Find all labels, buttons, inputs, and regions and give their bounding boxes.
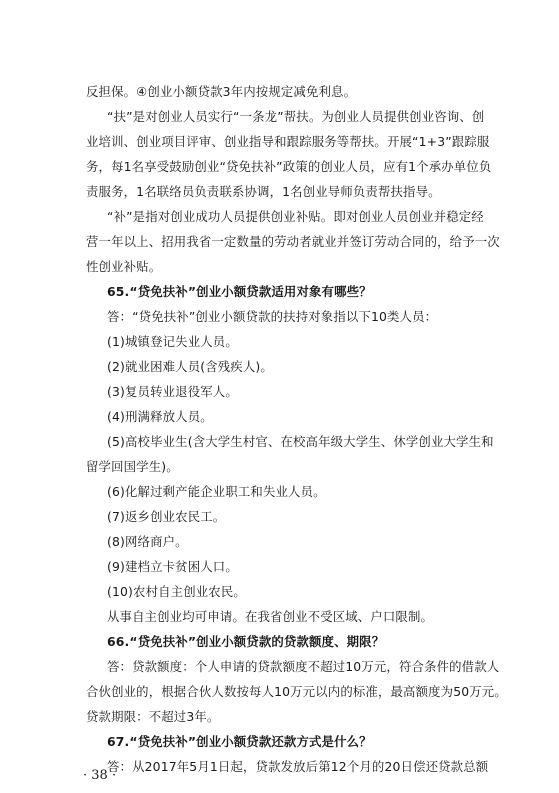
answer-line: 答：从2017年5月1日起，贷款发放后第12个月的20日偿还贷款总额	[107, 759, 489, 774]
answer-line: 合伙创业的，根据合伙人数按每人10万元以内的标准，最高额度为50万元。	[86, 684, 507, 699]
list-item: (1)城镇登记失业人员。	[107, 334, 238, 349]
list-item: (2)就业困难人员(含残疾人)。	[107, 359, 273, 374]
list-item: (6)化解过剩产能企业职工和失业人员。	[107, 484, 326, 499]
list-item: (4)刑满释放人员。	[107, 409, 213, 424]
paragraph-line: “补”是指对创业成功人员提供创业补贴。即对创业人员创业并稳定经	[107, 209, 484, 224]
page-number: · 38 ·	[83, 768, 117, 783]
list-item: (10)农村自主创业农民。	[107, 584, 246, 599]
question-heading: 66.“贷免扶补”创业小额贷款的贷款额度、期限？	[107, 634, 385, 649]
paragraph-line: 责服务，1名联络员负责联系协调，1名创业导师负责帮扶指导。	[86, 184, 441, 199]
paragraph-line: 性创业补贴。	[86, 259, 162, 274]
list-item: (7)返乡创业农民工。	[107, 509, 226, 524]
paragraph-line: 从事自主创业均可申请。在我省创业不受区域、户口限制。	[107, 609, 434, 624]
list-item: (8)网络商户。	[107, 534, 188, 549]
paragraph-line: 反担保。④创业小额贷款3年内按规定减免利息。	[86, 84, 357, 99]
list-item: (3)复员转业退役军人。	[107, 384, 238, 399]
paragraph-line: 务，每1名享受鼓励创业“贷免扶补”政策的创业人员，应有1个承办单位负	[86, 159, 492, 174]
question-heading: 65.“贷免扶补”创业小额贷款适用对象有哪些？	[107, 284, 372, 299]
list-item: (9)建档立卡贫困人口。	[107, 559, 238, 574]
answer-line: 贷款期限：不超过3年。	[86, 709, 220, 724]
answer-line: 答：“贷免扶补”创业小额贷款的扶持对象指以下10类人员：	[107, 309, 438, 324]
list-item-continuation: 留学回国学生)。	[86, 459, 179, 474]
paragraph-line: “扶”是对创业人员实行“一条龙”帮扶。为创业人员提供创业咨询、创	[107, 109, 485, 124]
answer-line: 答：贷款额度：个人申请的贷款额度不超过10万元，符合条件的借款人	[107, 659, 500, 674]
paragraph-line: 营一年以上、招用我省一定数量的劳动者就业并签订劳动合同的，给予一次	[86, 234, 500, 249]
list-item: (5)高校毕业生(含大学生村官、在校高年级大学生、休学创业大学生和	[107, 434, 494, 449]
paragraph-line: 业培训、创业项目评审、创业指导和跟踪服务等帮扶。开展“1+3”跟踪服	[86, 134, 490, 149]
question-heading: 67.“贷免扶补”创业小额贷款还款方式是什么？	[107, 734, 372, 749]
